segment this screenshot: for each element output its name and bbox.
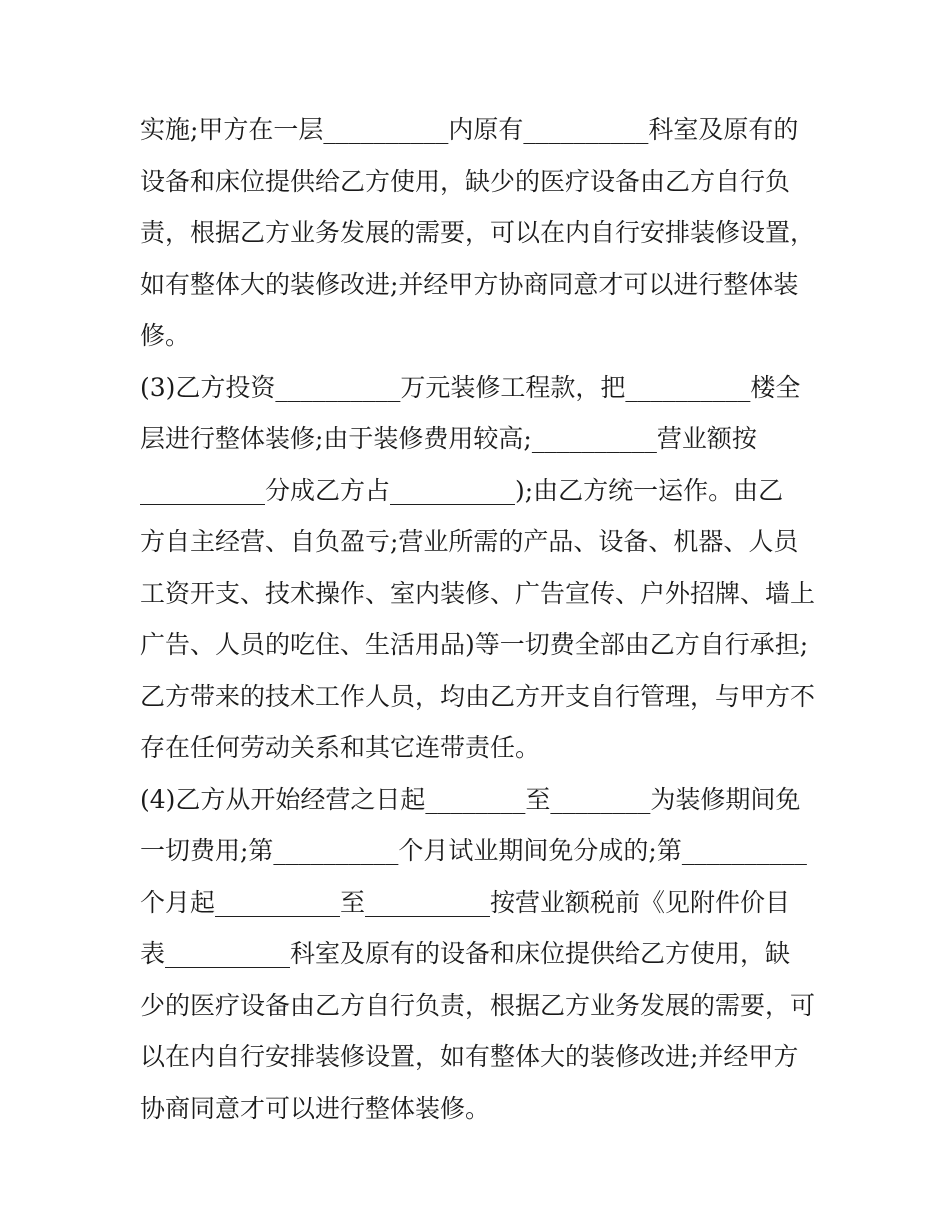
text-line: 少的医疗设备由乙方自行负责，根据乙方业务发展的需要，可 [140,990,816,1020]
text-line: 一切费用;第__________个月试业期间免分成的;第__________ [140,836,807,865]
text-line: 广告、人员的吃住、生活用品)等一切费全部由乙方自行承担; [140,630,809,659]
text-line: 实施;甲方在一层__________内原有__________科室及原有的 [140,115,799,144]
text-line: 协商同意才可以进行整体装修。 [140,1093,491,1123]
text-line: 表__________科室及原有的设备和床位提供给乙方使用，缺 [140,939,791,968]
text-line: 层进行整体装修;由于装修费用较高;__________营业额按 [140,424,757,453]
contract-text [140,104,820,1134]
text-line: 如有整体大的装修改进;并经甲方协商同意才可以进行整体装 [140,269,799,299]
text-line: (3)乙方投资__________万元装修工程款，把__________楼全 [140,372,801,402]
text-line: 责，根据乙方业务发展的需要，可以在内自行安排装修设置， [140,218,816,247]
text-line: __________分成乙方占__________);由乙方统一运作。由乙 [140,475,784,505]
text-line: 方自主经营、自负盈亏;营业所需的产品、设备、机器、人员 [140,527,799,556]
text-line: 存在任何劳动关系和其它连带责任。 [140,733,541,762]
text-line: (4)乙方从开始经营之日起________至________为装修期间免 [140,784,801,814]
text-line: 修。 [140,321,191,350]
text-line: 乙方带来的技术工作人员，均由乙方开支自行管理，与甲方不 [140,681,816,711]
text-line: 以在内自行安排装修设置，如有整体大的装修改进;并经甲方 [140,1042,799,1071]
text-line: 个月起__________至__________按营业额税前《见附件价目 [140,887,791,917]
text-line: 工资开支、技术操作、室内装修、广告宣传、户外招牌、墙上 [140,578,816,608]
text-line: 设备和床位提供给乙方使用，缺少的医疗设备由乙方自行负 [140,166,791,196]
